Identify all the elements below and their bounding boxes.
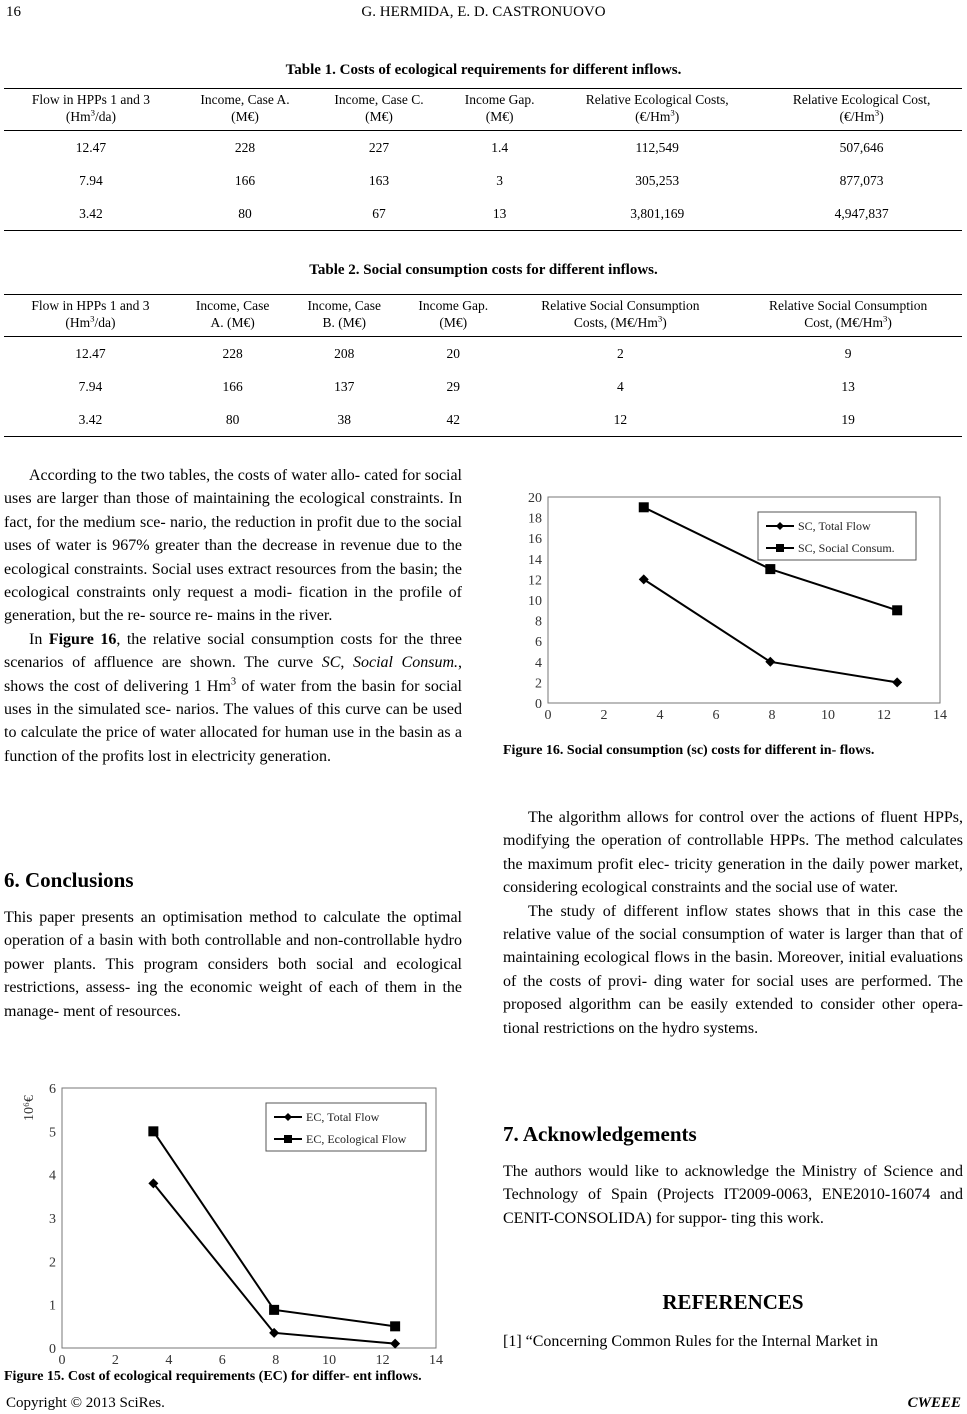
y-tick-label: 8 [535, 614, 542, 630]
table-cell: 13 [841, 378, 855, 394]
y-tick-label: 1 [49, 1298, 56, 1314]
header-text: /da) [95, 109, 117, 124]
y-tick-label: 0 [535, 697, 542, 712]
x-tick-label: 10 [821, 708, 835, 723]
y-tick-label: 4 [535, 655, 542, 671]
x-tick-label: 4 [165, 1353, 173, 1368]
table-cell: 9 [844, 345, 852, 361]
x-tick-label: 4 [656, 708, 664, 723]
table-row [4, 337, 962, 371]
table-cell: 12.47 [75, 345, 106, 361]
header-text: Relative Social Consumption [541, 298, 700, 313]
copyright-notice: Copyright © 2013 SciRes. [6, 1395, 165, 1411]
header-text: (M€) [365, 109, 393, 124]
header-text: Income, Case [307, 298, 381, 313]
y-tick-label: 2 [49, 1255, 56, 1271]
header-text: (Hm [65, 109, 91, 124]
y-axis-label: 10⁶€ [22, 1095, 37, 1121]
x-tick-label: 2 [600, 708, 608, 723]
x-tick-label: 14 [933, 708, 947, 723]
table-cell: 20 [446, 345, 460, 361]
legend-marker [284, 1135, 292, 1143]
series-line [644, 579, 897, 682]
paragraph-figure16-discussion [4, 628, 462, 768]
table-cell: 112,549 [635, 139, 679, 155]
data-point-square [765, 564, 775, 574]
data-point-square [892, 605, 902, 615]
table1-header-cell [761, 89, 962, 131]
y-tick-label: 14 [528, 552, 542, 568]
table-cell: 38 [288, 403, 400, 437]
curve-name: Social Consum. [352, 654, 459, 672]
header-text: 3 [90, 313, 95, 324]
header-text: Cost, (M€/Hm [804, 315, 884, 330]
series-line [153, 1183, 395, 1343]
superscript: 3 [230, 676, 237, 688]
data-point-square [390, 1321, 400, 1331]
table1-caption: Table 1. Costs of ecological requirements for different inflows. [285, 62, 682, 78]
header-text: (M€) [485, 109, 514, 124]
table-cell: 3.42 [4, 403, 177, 437]
table1-header-cell [446, 89, 553, 131]
table-cell: 208 [334, 345, 355, 361]
references-heading: REFERENCES [662, 1290, 804, 1314]
y-tick-label: 10 [528, 594, 542, 609]
table-cell: 4 [616, 378, 624, 394]
x-tick-label: 8 [768, 708, 776, 723]
table-cell: 507,646 [839, 139, 884, 155]
table-cell: 137 [334, 378, 355, 394]
text-run: In [29, 630, 49, 648]
journal-abbreviation: CWEEE [907, 1395, 961, 1411]
text-run: of water from the basin for social uses in the simulated sce- narios. The values of this curve can be used to calculate the price of water allocated for human use in the basin as a function of the profits lost in electricity generation. [4, 677, 462, 765]
table-cell: 3,801,169 [553, 197, 761, 231]
x-tick-label: 8 [272, 1353, 280, 1368]
paragraph-tables-comparison: According to the two tables, the costs of water allo- cated for social uses are larger than those of maintaining the ecological constraints. In fact, for the medium sce- nario, the reduction in profit due to the social uses of water is 967% greater than the decrease in revenue due to the ecological constraints. Social uses extract resources from the basin; the ecological constraints only request a modi- fication in the profile of generation, but the re- source re- mains in the river. [4, 467, 462, 625]
figure-16-caption: Figure 16. Social consumption (sc) costs for different in- flows. [503, 743, 875, 758]
header-text: 3 [883, 313, 888, 324]
data-point-diamond [639, 574, 649, 584]
table-cell: 4,947,837 [761, 197, 962, 231]
x-tick-label: 0 [58, 1353, 66, 1368]
data-point-diamond [390, 1339, 400, 1349]
header-text: Relative Social Consumption [768, 298, 928, 313]
header-text: (€/Hm [635, 109, 671, 124]
header-text: 3 [874, 107, 880, 118]
x-tick-label: 6 [218, 1353, 226, 1368]
table-cell: 166 [222, 378, 243, 394]
header-text: Income Gap. [464, 92, 535, 107]
legend-label: EC, Total Flow [306, 1110, 380, 1124]
y-tick-label: 3 [49, 1212, 56, 1227]
left-column-text [4, 464, 462, 768]
table1-header-cell [553, 89, 761, 131]
header-text: (Hm [65, 315, 91, 330]
table2-header-cell [734, 295, 962, 337]
table-row [4, 197, 962, 231]
text-run: , [340, 654, 353, 672]
x-tick-label: 0 [544, 708, 552, 723]
table2-body [4, 337, 962, 437]
table-cell: 163 [368, 172, 390, 188]
header-text: (M€) [439, 315, 468, 330]
data-point-square [639, 502, 649, 512]
x-tick-label: 6 [712, 708, 720, 723]
x-tick-label: 2 [111, 1353, 119, 1368]
data-point-diamond [765, 657, 775, 667]
y-tick-label: 6 [535, 635, 542, 651]
table-cell: 305,253 [635, 172, 680, 188]
table1-header-cell [178, 89, 312, 131]
y-tick-label: 4 [49, 1168, 56, 1184]
y-tick-label: 0 [49, 1342, 56, 1357]
legend-label: SC, Social Consum. [798, 541, 895, 555]
table-row [4, 370, 962, 403]
table-cell: 3.42 [4, 197, 178, 231]
figure-15-caption: Figure 15. Cost of ecological requirements (EC) for differ- ent inflows. [4, 1369, 422, 1384]
table-cell: 2 [616, 345, 624, 361]
right-column-text [503, 806, 963, 1040]
figure-16-chart [508, 487, 958, 725]
figure-15-chart [18, 1080, 448, 1375]
header-text: Relative Ecological Cost, [792, 92, 931, 107]
table-cell: 877,073 [839, 172, 884, 188]
table2 [4, 294, 962, 437]
data-point-square [269, 1305, 279, 1315]
header-text: /da) [94, 315, 116, 330]
table2-header-row [4, 295, 962, 337]
table-cell: 80 [178, 197, 312, 231]
y-tick-label: 2 [535, 676, 542, 692]
page-number: 16 [6, 4, 21, 20]
table2-header-cell [177, 295, 289, 337]
paragraph-inflow-study: The study of different inflow states shows that in this case the relative value of the social consumption of water is larger than that of maintaining ecological flows in the basin. Moreover, initial evaluations of the costs of provi- ding water for social uses are performed. The proposed algorithm can be easily extended to consider other opera- tional restrictions on the hydro systems. [503, 902, 963, 1037]
text-run: , the relative social consumption costs for the three scenarios of affluence are shown. The curve [4, 630, 463, 672]
y-tick-label: 20 [528, 491, 542, 506]
section-6-heading: 6. Conclusions [4, 868, 134, 892]
paragraph-algorithm: The algorithm allows for control over the actions of fluent HPPs, modifying the operation of controllable HPPs. The method calculates the maximum profit elec- tricity generation in the daily power market, considering ecological constraints and the social use of water. [503, 809, 963, 897]
table1 [4, 88, 962, 231]
table-cell: 228 [222, 345, 243, 361]
legend-label: SC, Total Flow [798, 519, 871, 533]
table-row [4, 403, 962, 437]
table2-header-cell [288, 295, 400, 337]
header-text: Income, Case A. [200, 92, 290, 107]
conclusions-text [4, 906, 462, 1023]
header-text: ) [887, 315, 892, 330]
table-cell: 80 [177, 403, 289, 437]
header-text: ) [662, 315, 667, 330]
header-text: (M€) [231, 109, 259, 124]
table1-body [4, 131, 962, 231]
table-cell: 19 [734, 403, 962, 437]
y-tick-label: 5 [49, 1125, 56, 1141]
table-cell: 166 [234, 172, 256, 188]
table-cell: 228 [234, 139, 256, 155]
header-text: (€/Hm [839, 109, 875, 124]
header-text: Costs, (M€/Hm [573, 315, 658, 330]
paragraph-conclusions: This paper presents an optimisation method to calculate the optimal operation of a basin with both controllable and non-controllable hydro power plants. This program considers both social and ecological restrictions, assess- ing the economic weight of each of them in the manage- ment of resources. [4, 909, 462, 1020]
x-tick-label: 10 [322, 1353, 337, 1368]
header-text: Income Gap. [418, 298, 489, 313]
table-cell: 3 [496, 172, 504, 188]
header-text: Flow in HPPs 1 and 3 [31, 92, 151, 107]
table-row [4, 131, 962, 165]
table2-header-cell [4, 295, 177, 337]
curve-name: SC [321, 654, 341, 672]
table-cell: 7.94 [79, 172, 103, 188]
y-tick-label: 18 [528, 511, 542, 527]
paragraph-acknowledgements: The authors would like to acknowledge the Ministry of Science and Technology of Spain (Projects IT2009-0063, ENE2010-16074 and CENIT-CONSOLIDA) for suppor- ting this work. [503, 1163, 963, 1227]
header-text: 3 [657, 313, 663, 324]
text-run: , shows the cost of delivering 1 Hm [4, 654, 463, 695]
data-point-diamond [892, 677, 902, 687]
acknowledgements-text [503, 1160, 963, 1230]
table-row [4, 164, 962, 197]
table1-header-cell [312, 89, 446, 131]
table-cell: 29 [446, 378, 460, 394]
header-text: ) [879, 109, 884, 124]
reference-1: [1] “Concerning Common Rules for the Internal Market in [503, 1333, 879, 1350]
header-text: Flow in HPPs 1 and 3 [31, 298, 150, 313]
y-tick-label: 6 [49, 1082, 56, 1097]
header-text: Relative Ecological Costs, [585, 92, 729, 107]
header-text: 3 [90, 107, 96, 118]
legend-label: EC, Ecological Flow [306, 1132, 407, 1146]
table2-caption: Table 2. Social consumption costs for different inflows. [309, 262, 658, 278]
header-text: Income, Case C. [334, 92, 424, 107]
table1-header-row [4, 89, 962, 131]
table-cell: 67 [312, 197, 446, 231]
table-cell: 7.94 [78, 378, 103, 394]
x-tick-label: 12 [375, 1353, 390, 1368]
y-tick-label: 12 [528, 573, 542, 589]
header-text: 3 [670, 107, 675, 118]
data-point-square [148, 1126, 158, 1136]
table-cell: 12 [506, 403, 734, 437]
y-tick-label: 16 [528, 532, 542, 548]
table-cell: 1.4 [491, 139, 509, 155]
x-tick-label: 14 [429, 1353, 443, 1368]
table-cell: 13 [446, 197, 553, 231]
x-tick-label: 12 [877, 708, 891, 723]
table2-header-cell [400, 295, 506, 337]
table-cell: 42 [400, 403, 506, 437]
header-text: A. (M€) [210, 315, 255, 330]
table1-header-cell [4, 89, 178, 131]
table-cell: 12.47 [75, 139, 107, 155]
header-text: Income, Case [195, 298, 270, 313]
header-text: B. (M€) [322, 315, 366, 330]
table-cell: 227 [368, 139, 390, 155]
section-7-heading: 7. Acknowledgements [503, 1122, 697, 1146]
running-header: G. HERMIDA, E. D. CASTRONUOVO [361, 4, 606, 20]
legend-marker [776, 544, 784, 552]
header-text: ) [674, 109, 680, 124]
figure-reference: Figure 16 [48, 630, 117, 648]
table2-header-cell [506, 295, 734, 337]
